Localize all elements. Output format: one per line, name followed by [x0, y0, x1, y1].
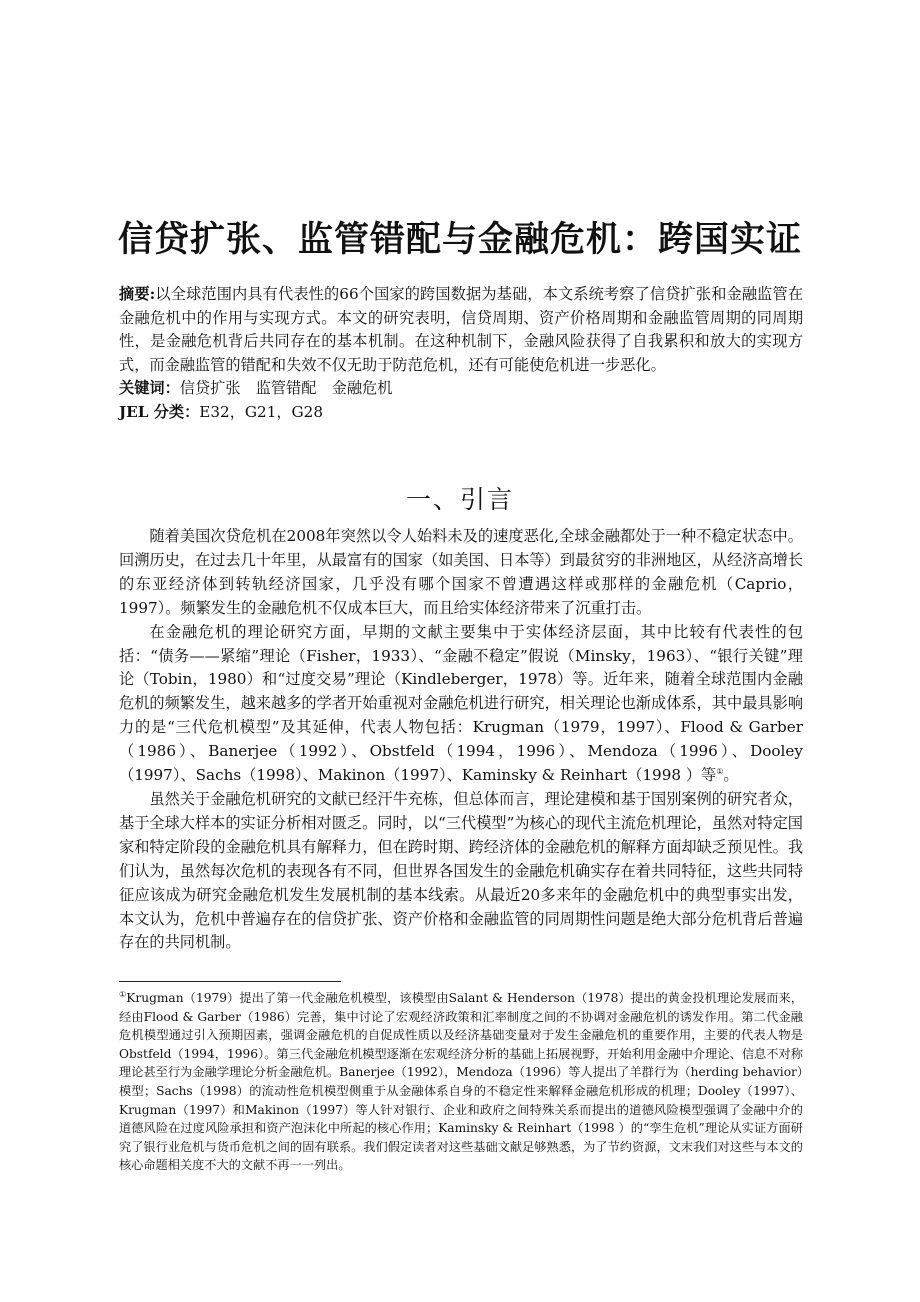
keywords-label: 关键词： — [119, 379, 180, 398]
footnote-divider — [119, 981, 341, 982]
abstract-block — [119, 283, 803, 425]
body-paragraph-3: 虽然关于金融危机研究的文献已经汗牛充栋，但总体而言，理论建模和基于国别案例的研究者众，基于全球大样本的实证分析相对匮乏。同时，以“三代模型”为核心的现代主流危机理论，虽然对特定国家和特定阶段的金融危机具有解释力，但在跨时期、跨经济体的金融危机的解释方面却缺乏预见性。我们认为，虽然每次危机的表现各有不同，但世界各国发生的金融危机确实存在着共同特征，这些共同特征应该成为研究金融危机发生发展机制的基本线索。从最近20多来年的金融危机中的典型事实出发，本文认为，危机中普遍存在的信贷扩张、资产价格和金融监管的同周期性问题是绝大部分危机背后普遍存在的共同机制。 — [119, 789, 803, 952]
abstract-paragraph — [119, 283, 803, 377]
jel-line — [119, 401, 803, 425]
keywords-line — [119, 377, 803, 401]
footnote-mark: ① — [119, 989, 127, 999]
body-paragraph-1: 随着美国次贷危机在2008年突然以令人始料未及的速度恶化,全球金融都处于一种不稳定状态中。回溯历史，在过去几十年里，从最富有的国家（如美国、日本等）到最贫穷的非洲地区，从经济高增长的东亚经济体到转轨经济国家，几乎没有哪个国家不曾遭遇这样或那样的金融危机（Caprio，1997）。频繁发生的金融危机不仅成本巨大，而且给实体经济带来了沉重打击。 — [119, 527, 803, 617]
footnote-paragraph — [119, 989, 803, 1175]
keywords-text: 信贷扩张 监管错配 金融危机 — [179, 379, 393, 398]
section-body — [119, 525, 803, 955]
abstract-label: 摘要: — [119, 285, 156, 303]
section-heading: 一、引言 — [405, 485, 514, 514]
abstract-text: 以全球范围内具有代表性的66个国家的跨国数据为基础，本文系统考察了信贷扩张和金融监管在金融危机中的作用与实现方式。本文的研究表明，信贷周期、资产价格周期和金融监管周期的同周期性，是金融危机背后共同存在的基本机制。在这种机制下，金融风险获得了自我累积和放大的实现方式，而金融监管的错配和失效不仅无助于防范危机，还有可能使危机进一步恶化。 — [119, 285, 804, 374]
footnote-text: Krugman（1979）提出了第一代金融危机模型，该模型由Salant & Henderson（1978）提出的黄金投机理论发展而来，经由Flood & Garber（1986）完善，集中讨论了宏观经济政策和汇率制度之间的不协调对金融危机的诱发作用。第二代金融危机模型通过引入预期因素，强调金融危机的自促成性质以及经济基础变量对于发生金融危机的重要作用，主要的代表人物是Obstfeld（1994，1996）。第三代金融危机模型逐渐在宏观经济分析的基础上拓展视野，开始利用金融中介理论、信息不对称理论甚至行为金融学理论分析金融危机。Banerjee（1992），Mendoza（1996）等人提出了羊群行为（herding behavior）模型；Sachs（1998）的流动性危机模型侧重于从金融体系自身的不稳定性来解释金融危机形成的机理；Dooley（1997）、Krugman（1997）和Makinon（1997）等人针对银行、企业和政府之间特殊关系而提出的道德风险模型强调了金融中介的道德风险在过度风险承担和资产泡沫化中所起的核心作用；Kaminsky & Reinhart（1998 ）的“孪生危机”理论从实证方面研究了银行业危机与货币危机之间的固有联系。我们假定读者对这些基础文献足够熟悉，为了节约资源，文末我们对这些与本文的核心命题相关度不大的文献不再一一列出。 — [119, 991, 803, 1173]
footnote-reference[interactable]: ① — [716, 767, 724, 776]
paper-title: 信贷扩张、监管错配与金融危机：跨国实证 — [117, 219, 802, 260]
body-paragraph-2-text: 在金融危机的理论研究方面，早期的文献主要集中于实体经济层面，其中比较有代表性的包括：“债务——紧缩”理论（Fisher，1933）、“金融不稳定”假说（Minsky，1963）、“银行关键”理论（Tobin，1980）和“过度交易”理论（Kindleberger，1978）等。近年来，随着全球范围内金融危机的频繁发生，越来越多的学者开始重视对金融危机进行研究，相关理论也渐成体系，其中最具影响力的是“三代危机模型”及其延伸，代表人物包括：Krugman（1979，1997）、Flood & Garber（1986）、Banerjee（1992）、Obstfeld（1994，1996）、Mendoza（1996）、Dooley（1997）、Sachs（1998）、Makinon（1997）、Kaminsky & Reinhart（1998 ）等 — [119, 622, 803, 785]
body-paragraph-2-end: 。 — [723, 766, 739, 785]
jel-label: JEL 分类： — [119, 402, 200, 421]
body-paragraph-2 — [119, 621, 803, 788]
footnote-block — [119, 989, 803, 1175]
jel-text: E32，G21，G28 — [199, 402, 323, 421]
